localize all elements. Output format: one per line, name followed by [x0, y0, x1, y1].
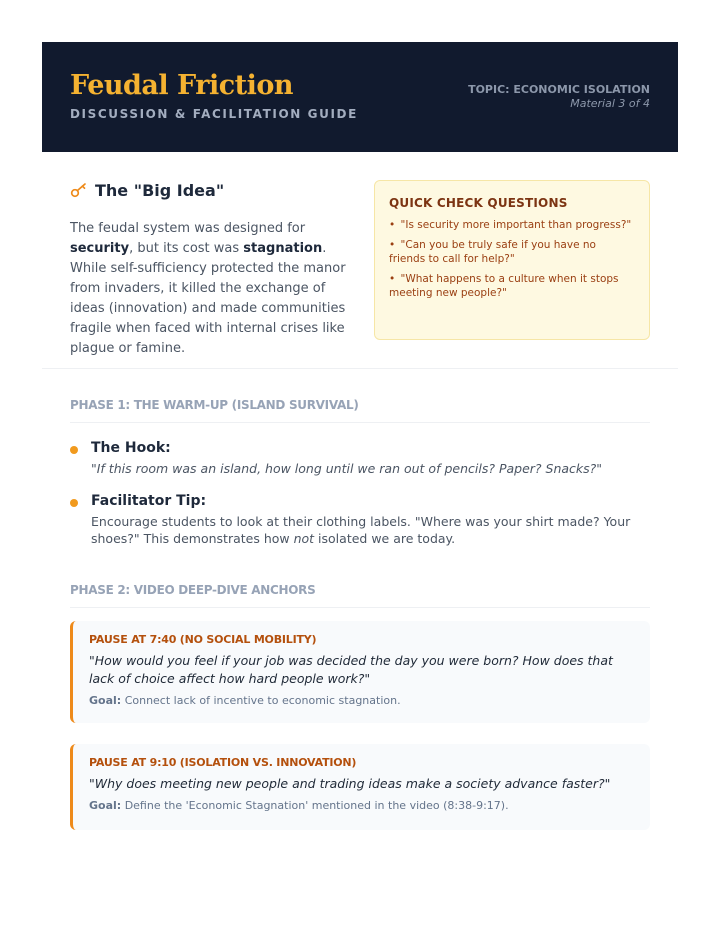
material-count: Material 3 of 4	[570, 97, 650, 110]
section-divider	[42, 368, 678, 369]
bullet-dot-icon	[70, 446, 78, 454]
goal-label: Goal:	[89, 799, 122, 812]
quick-check-question: "What happens to a culture when it stops meeting new people?"	[389, 273, 619, 299]
anchor-goal	[89, 694, 634, 707]
document-subtitle: DISCUSSION & FACILITATION GUIDE	[70, 107, 358, 121]
quick-check-question: "Is security more important than progress?"	[400, 219, 632, 231]
facilitator-tip-text-1: Encourage students to look at their clothing labels. "Where was your shirt made? Your shoes?" This demonstrates how	[91, 514, 631, 546]
goal-text: Define the 'Economic Stagnation' mentioned in the video (8:38-9:17).	[124, 799, 509, 812]
header-banner	[42, 42, 678, 152]
facilitator-tip-emphasis: not	[293, 531, 315, 546]
quick-check-question: "Can you be truly safe if you have no friends to call for help?"	[389, 239, 596, 265]
quick-check-title: QUICK CHECK QUESTIONS	[389, 196, 568, 210]
quick-check-list	[389, 218, 635, 300]
goal-text: Connect lack of incentive to economic stagnation.	[124, 694, 401, 707]
quick-check-item	[389, 218, 635, 232]
anchor-pause-label: PAUSE AT 9:10 (ISOLATION VS. INNOVATION)	[89, 756, 357, 769]
bullet-icon: •	[389, 273, 396, 285]
big-idea-text-2: , but its cost was	[129, 241, 244, 256]
document-title: Feudal Friction	[70, 70, 294, 101]
facilitator-tip-text	[91, 513, 661, 547]
hook-text: "If this room was an island, how long until we ran out of pencils? Paper? Snacks?"	[91, 461, 603, 476]
bullet-dot-icon	[70, 499, 78, 507]
goal-label: Goal:	[89, 694, 122, 707]
facilitator-tip-text-2: isolated we are today.	[314, 531, 456, 546]
big-idea-text-3: . While self-sufficiency protected the manor from invaders, it killed the exchange of ideas (innovation) and made communities fragile when faced with internal crises like plague or famine.	[70, 241, 346, 356]
quick-check-item	[389, 272, 635, 300]
anchor-pause-label: PAUSE AT 7:40 (NO SOCIAL MOBILITY)	[89, 633, 317, 646]
big-idea-heading	[70, 181, 224, 200]
big-idea-bold-security: security	[70, 241, 130, 256]
big-idea-bold-stagnation: stagnation	[243, 241, 323, 256]
video-anchor-card	[70, 744, 650, 830]
hook-title: The Hook:	[91, 440, 171, 456]
anchor-quote: "How would you feel if your job was decided the day you were born? How does that lack of choice affect how hard people work?"	[89, 653, 613, 686]
key-icon	[70, 182, 87, 199]
anchor-quote: "Why does meeting new people and trading ideas make a society advance faster?"	[89, 776, 611, 791]
topic-label: TOPIC: ECONOMIC ISOLATION	[468, 83, 650, 96]
quick-check-item	[389, 238, 635, 266]
phase-1-heading: PHASE 1: THE WARM-UP (ISLAND SURVIVAL)	[70, 398, 650, 423]
video-anchor-card	[70, 621, 650, 723]
big-idea-text-1: The feudal system was designed for	[70, 221, 306, 236]
quick-check-box	[374, 180, 650, 340]
phase-2-heading: PHASE 2: VIDEO DEEP-DIVE ANCHORS	[70, 583, 650, 608]
bullet-icon: •	[389, 239, 396, 251]
facilitator-tip-title: Facilitator Tip:	[91, 493, 207, 509]
anchor-goal	[89, 799, 634, 812]
big-idea-paragraph	[70, 219, 352, 359]
bullet-icon: •	[389, 219, 396, 231]
big-idea-title: The "Big Idea"	[95, 181, 225, 200]
